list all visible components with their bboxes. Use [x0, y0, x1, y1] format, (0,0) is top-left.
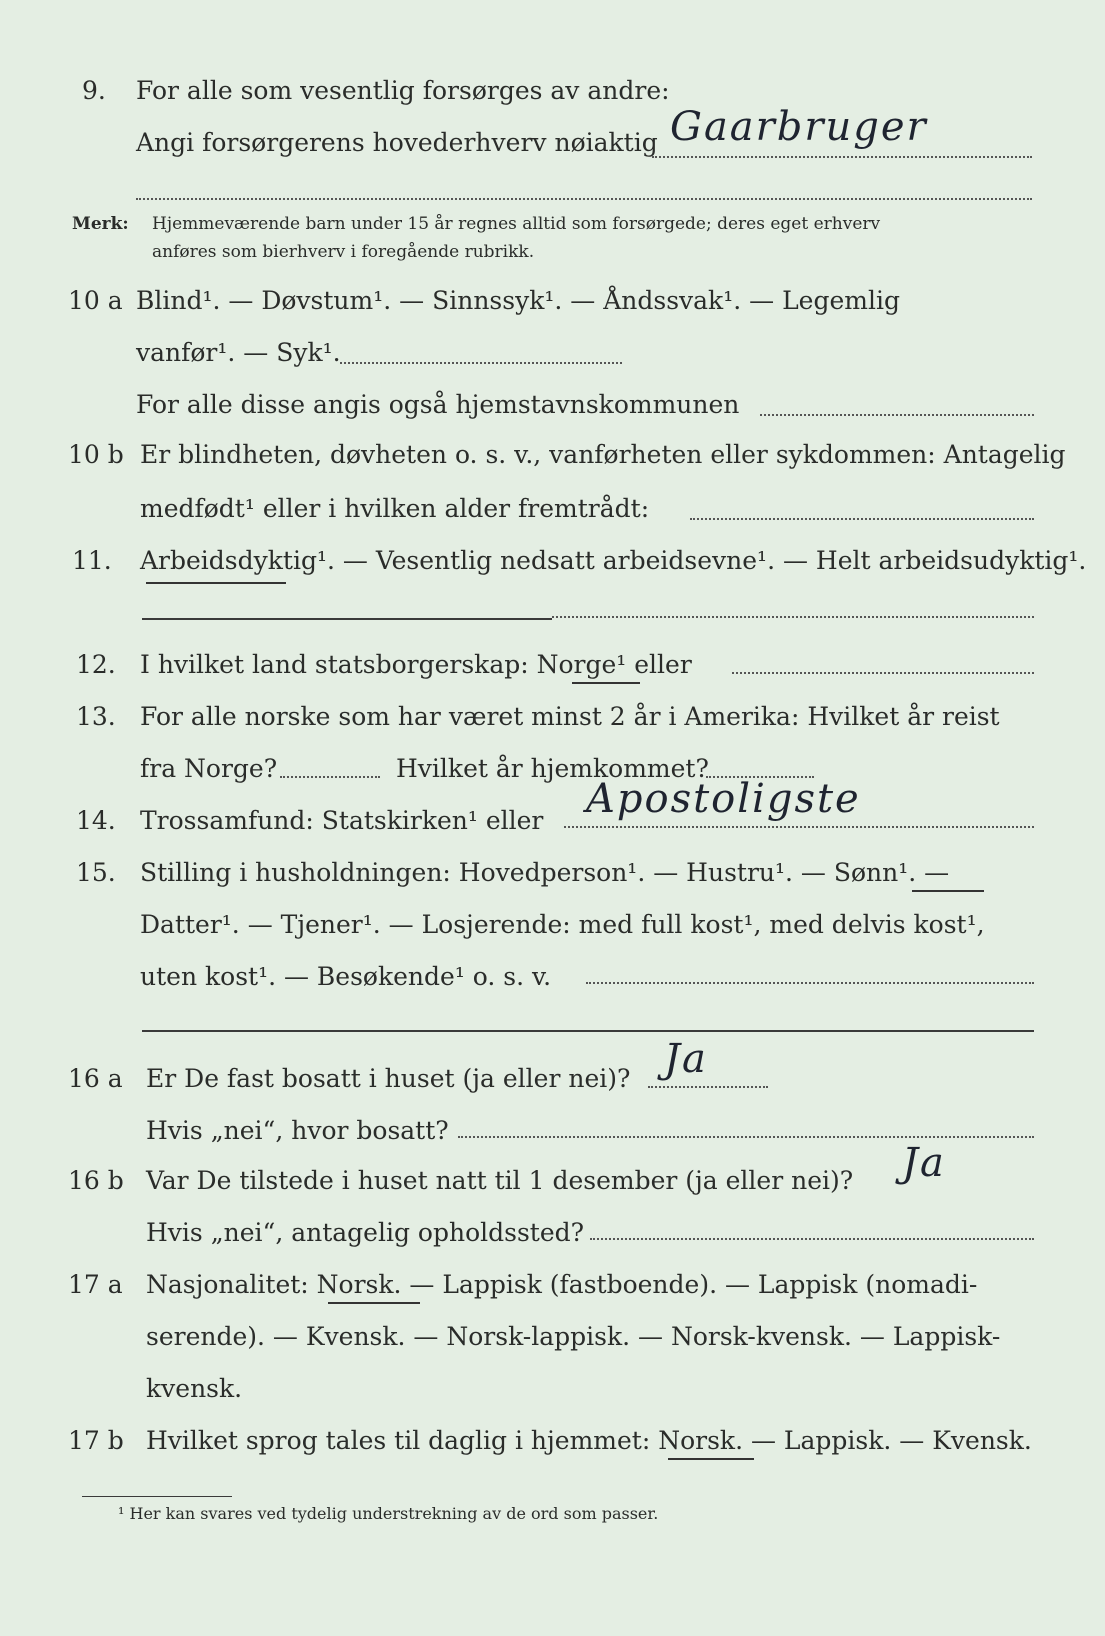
q14-answer-line	[564, 826, 1034, 828]
q16a-line2: Hvis „nei“, hvor bosatt?	[146, 1116, 449, 1145]
q16a-where-line	[458, 1136, 1034, 1138]
q13-line1: For alle norske som har været minst 2 år i Amerika: Hvilket år reist	[140, 702, 1000, 731]
q15-answer-line	[586, 982, 1034, 984]
q10a-hometown-line	[760, 414, 1034, 416]
q14-number: 14.	[76, 806, 116, 835]
q15-number: 15.	[76, 858, 116, 887]
q16a-handwritten-answer: Ja	[664, 1036, 708, 1082]
q11-line1: Arbeidsdyktig¹. — Vesentlig nedsatt arbeidsevne¹. — Helt arbeidsudyktig¹.	[140, 546, 1087, 575]
merk-line2: anføres som bierhverv i foregående rubrikk.	[152, 242, 535, 262]
q10a-line3: For alle disse angis også hjemstavnskommunen	[136, 390, 740, 419]
q10b-number: 10 b	[68, 440, 124, 469]
footnote-text: ¹ Her kan svares ved tydelig understrekning av de ord som passer.	[118, 1504, 659, 1523]
q16b-line1: Var De tilstede i huset natt til 1 desember (ja eller nei)?	[146, 1166, 854, 1195]
q17a-number: 17 a	[68, 1270, 123, 1299]
merk-label: Merk:	[72, 214, 129, 234]
q17a-line2: serende). — Kvensk. — Norsk-lappisk. — Norsk-kvensk. — Lappisk-	[146, 1322, 1001, 1351]
q12-underline-mark	[572, 682, 640, 684]
q11-number: 11.	[72, 546, 112, 575]
q10b-line2: medfødt¹ eller i hvilken alder fremtrådt:	[140, 494, 650, 523]
q17b-number: 17 b	[68, 1426, 124, 1455]
q12-line1: I hvilket land statsborgerskap: Norge¹ eller	[140, 650, 692, 679]
q16a-answer-line	[648, 1086, 768, 1088]
q16a-number: 16 a	[68, 1064, 123, 1093]
q10a-number: 10 a	[68, 286, 123, 315]
q9-line2: Angi forsørgerens hovederhverv nøiaktig	[136, 128, 658, 157]
q17a-underline-mark	[328, 1302, 420, 1304]
q13-left-answer-line	[280, 776, 380, 778]
q16b-line2: Hvis „nei“, antagelig opholdssted?	[146, 1218, 585, 1247]
q12-number: 12.	[76, 650, 116, 679]
merk-line1: Hjemmeværende barn under 15 år regnes alltid som forsørgede; deres eget erhverv	[152, 214, 881, 234]
q15-line1: Stilling i husholdningen: Hovedperson¹. — Hustru¹. — Sønn¹. —	[140, 858, 950, 887]
q16b-handwritten-answer: Ja	[902, 1140, 946, 1186]
q9-handwritten-answer: Gaarbruger	[670, 104, 928, 150]
q17a-line3: kvensk.	[146, 1374, 243, 1403]
q13-line2b: Hvilket år hjemkommet?	[396, 754, 709, 783]
q9-extra-line	[136, 198, 1032, 200]
q11-rule-right	[552, 616, 1034, 618]
q16a-line1: Er De fast bosatt i huset (ja eller nei)?	[146, 1064, 631, 1093]
footnote-rule	[82, 1496, 232, 1497]
q10a-answer-line	[340, 362, 622, 364]
q17a-line1: Nasjonalitet: Norsk. — Lappisk (fastboende). — Lappisk (nomadi-	[146, 1270, 978, 1299]
q17b-underline-mark	[668, 1458, 754, 1460]
q17b-line1: Hvilket sprog tales til daglig i hjemmet: Norsk. — Lappisk. — Kvensk.	[146, 1426, 1032, 1455]
q10b-answer-line	[690, 518, 1034, 520]
q9-answer-line	[652, 156, 1032, 158]
q9-number: 9.	[82, 76, 106, 105]
q15-line3: uten kost¹. — Besøkende¹ o. s. v.	[140, 962, 552, 991]
q14-handwritten-answer: Apostoligste	[586, 776, 861, 822]
q14-line1: Trossamfund: Statskirken¹ eller	[140, 806, 544, 835]
q13-line2a: fra Norge?	[140, 754, 278, 783]
q15-underline-mark	[912, 890, 984, 892]
q11-underline-mark	[146, 582, 286, 584]
q13-number: 13.	[76, 702, 116, 731]
q16b-number: 16 b	[68, 1166, 124, 1195]
q9-line1: For alle som vesentlig forsørges av andre:	[136, 76, 670, 105]
q15-rule	[142, 1030, 1034, 1032]
q10a-line2: vanfør¹. — Syk¹.	[136, 338, 341, 367]
q10b-line1: Er blindheten, døvheten o. s. v., vanførheten eller sykdommen: Antagelig	[140, 440, 1066, 469]
q12-answer-line	[732, 672, 1034, 674]
q16b-where-line	[590, 1238, 1034, 1240]
q10a-line1: Blind¹. — Døvstum¹. — Sinnssyk¹. — Åndssvak¹. — Legemlig	[136, 286, 900, 315]
q15-line2: Datter¹. — Tjener¹. — Losjerende: med full kost¹, med delvis kost¹,	[140, 910, 985, 939]
q11-rule-left	[142, 618, 552, 620]
